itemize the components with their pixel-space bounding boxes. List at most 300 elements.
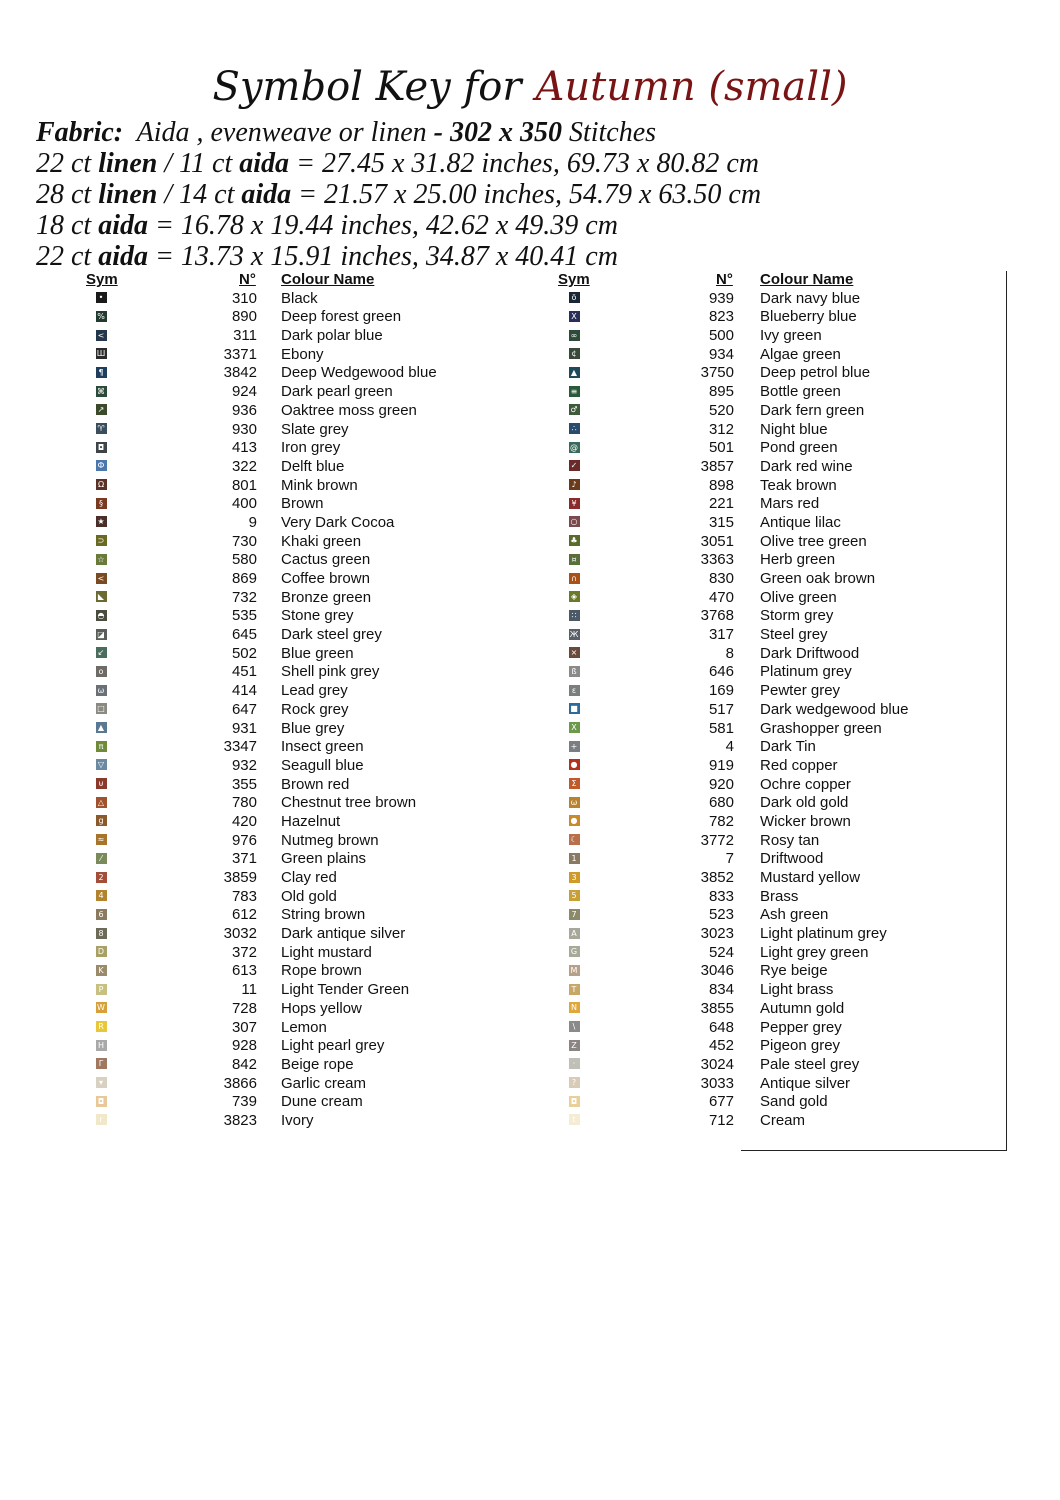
table-row (0, 701, 520, 720)
sym-cell (555, 1075, 593, 1094)
color-swatch-symbol: @ (570, 442, 578, 452)
color-swatch-symbol: < (96, 330, 107, 341)
color-swatch-symbol: 2 (96, 872, 107, 883)
colour-name: Chestnut tree brown (281, 794, 417, 812)
table-row (0, 850, 520, 869)
colour-name: Antique silver (760, 1074, 851, 1092)
table-row (0, 1000, 520, 1019)
sym-cell (555, 346, 593, 365)
sym-cell (82, 551, 120, 570)
sym-cell (82, 1056, 120, 1075)
table-row (473, 402, 1013, 421)
colour-name: Light grey green (760, 943, 869, 961)
table-row (473, 813, 1013, 832)
color-swatch-symbol: ◈ (569, 591, 580, 602)
thread-number: 307 (231, 1018, 257, 1036)
thread-number: 520 (708, 401, 734, 419)
colour-name: Insect green (281, 738, 364, 756)
colour-name: Hops yellow (281, 999, 362, 1017)
colour-name: Bottle green (760, 383, 841, 401)
thread-number: 3046 (700, 962, 734, 980)
table-row (0, 308, 520, 327)
colour-name: Dark antique silver (281, 925, 406, 943)
colour-name: Dune cream (281, 1093, 363, 1111)
colour-name: Seagull blue (281, 756, 364, 774)
sym-cell (82, 514, 120, 533)
thread-number: 645 (231, 626, 257, 644)
table-row (473, 514, 1013, 533)
color-swatch-symbol: K (96, 965, 107, 976)
colour-name: Khaki green (281, 532, 362, 550)
thread-number: 3842 (223, 364, 257, 382)
color-swatch-symbol: ▲ (569, 367, 580, 378)
sym-cell (82, 533, 120, 552)
colour-name: Blue green (281, 644, 354, 662)
colour-name: Clay red (281, 869, 337, 886)
thread-number: 920 (708, 775, 734, 793)
table-row (473, 570, 1013, 589)
thread-number: 524 (708, 943, 734, 961)
color-swatch-symbol: 7 (569, 909, 580, 920)
table-row (0, 944, 520, 963)
thread-number: 3363 (700, 551, 734, 569)
sym-cell (82, 1037, 120, 1056)
colour-name: Mustard yellow (760, 869, 861, 886)
thread-number: 931 (231, 719, 257, 737)
colour-name: Mink brown (281, 476, 358, 494)
colour-name: Hazelnut (281, 812, 341, 830)
thread-number: 3857 (700, 457, 734, 475)
colour-name: Rye beige (760, 962, 828, 980)
thread-number: 11 (241, 981, 257, 999)
table-row (0, 813, 520, 832)
colour-name: Herb green (760, 551, 836, 569)
sym-cell (555, 1019, 593, 1038)
sym-cell (555, 1056, 593, 1075)
color-swatch-symbol: • (96, 292, 107, 303)
color-swatch-symbol: ● (569, 759, 580, 770)
header-sym: Sym (558, 271, 590, 288)
size-line-b1: aida (98, 241, 148, 272)
size-line (36, 148, 761, 179)
table-row (473, 1093, 1013, 1112)
table-row (473, 439, 1013, 458)
colour-name: Deep Wedgewood blue (281, 364, 437, 382)
colour-name: Lemon (281, 1018, 327, 1036)
thread-number: 3051 (700, 532, 734, 550)
thread-number: 680 (708, 794, 734, 812)
sym-cell (82, 944, 120, 963)
thread-number: 8 (725, 644, 734, 662)
sym-cell (555, 944, 593, 963)
colour-name: Rope brown (281, 962, 362, 980)
colour-name: Teak brown (760, 476, 837, 494)
table-row (0, 981, 520, 1000)
colour-name: Shell pink grey (281, 663, 380, 681)
colour-name: Olive green (760, 588, 837, 606)
table-row (0, 364, 520, 383)
table-row (0, 794, 520, 813)
color-swatch-symbol: Ш (96, 349, 106, 359)
table-row (473, 720, 1013, 739)
color-swatch-symbol: ∞ (569, 330, 580, 341)
colour-name: Old gold (281, 887, 337, 905)
sym-cell (555, 551, 593, 570)
color-swatch-symbol: ¶ (96, 367, 107, 378)
thread-number: 470 (708, 588, 734, 606)
colour-name: Blueberry blue (760, 308, 857, 326)
table-header (0, 271, 520, 290)
fabric-types: Aida , evenweave or linen (136, 117, 427, 148)
sym-cell (555, 458, 593, 477)
thread-number: 677 (708, 1093, 734, 1111)
sym-cell (82, 738, 120, 757)
thread-number: 919 (708, 756, 734, 774)
thread-number: 452 (708, 1037, 734, 1055)
color-swatch-symbol: Ω (96, 479, 107, 490)
table-row (473, 290, 1013, 309)
table-row (473, 421, 1013, 440)
thread-number: 823 (708, 308, 734, 326)
thread-number: 420 (231, 812, 257, 830)
sym-cell (555, 1093, 593, 1112)
colour-name: Ivy green (760, 327, 822, 345)
table-row (473, 495, 1013, 514)
colour-name: Dark steel grey (281, 626, 382, 644)
thread-number: 311 (233, 327, 257, 345)
size-line-b1: linen (98, 148, 158, 179)
sym-cell (82, 1093, 120, 1112)
sym-cell (555, 813, 593, 832)
colour-name: Pond green (760, 439, 838, 457)
table-row (0, 720, 520, 739)
fabric-label: Fabric: (36, 117, 124, 148)
sym-cell (82, 776, 120, 795)
colour-name: Dark pearl green (281, 383, 393, 401)
key-table-right (473, 271, 1013, 1131)
table-row (0, 551, 520, 570)
color-swatch-symbol: Ж (569, 629, 579, 639)
thread-number: 3024 (700, 1055, 734, 1073)
color-swatch-symbol: 6 (96, 909, 107, 920)
color-swatch-symbol: ◘ (96, 1096, 107, 1107)
thread-number: 834 (708, 981, 734, 999)
color-swatch-symbol: ↙ (96, 647, 107, 658)
table-row (473, 776, 1013, 795)
thread-number: 732 (231, 588, 257, 606)
table-border-bottom (741, 1150, 1007, 1151)
table-row (0, 888, 520, 907)
sym-cell (82, 570, 120, 589)
sym-cell (82, 607, 120, 626)
sym-cell (82, 757, 120, 776)
table-row (0, 738, 520, 757)
color-swatch-symbol: Z (569, 1040, 580, 1051)
table-row (473, 682, 1013, 701)
table-row (473, 589, 1013, 608)
colour-name: Pigeon grey (760, 1037, 841, 1055)
colour-name: Deep forest green (281, 308, 402, 326)
color-swatch-symbol: ◣ (96, 591, 107, 602)
sym-cell (555, 626, 593, 645)
color-swatch-symbol: ⊍ (96, 778, 107, 789)
sym-cell (555, 402, 593, 421)
table-row (0, 458, 520, 477)
colour-name: Lead grey (281, 682, 348, 700)
size-line-post: = 21.57 x 25.00 inches, 54.79 x 63.50 cm (291, 179, 762, 210)
color-swatch-symbol: ☾ (570, 835, 578, 845)
header-sym: Sym (86, 271, 118, 288)
color-swatch-symbol: ∩ (569, 573, 580, 584)
table-row (473, 551, 1013, 570)
table-row (0, 776, 520, 795)
colour-name: Grashopper green (760, 719, 882, 737)
colour-name: Dark fern green (760, 401, 865, 419)
thread-number: 712 (708, 1111, 734, 1129)
color-swatch-symbol: 8 (96, 928, 107, 939)
sym-cell (82, 477, 120, 496)
thread-number: 3866 (223, 1074, 257, 1092)
table-row (0, 439, 520, 458)
table-row (0, 495, 520, 514)
sym-cell (82, 439, 120, 458)
colour-name: Rosy tan (760, 831, 820, 849)
colour-name: Brass (760, 887, 799, 905)
thread-number: 371 (231, 850, 257, 868)
thread-number: 783 (231, 887, 257, 905)
thread-number: 517 (708, 700, 734, 718)
stitches-label: Stitches (561, 117, 657, 148)
sym-cell (82, 1000, 120, 1019)
colour-name: Cactus green (281, 551, 371, 569)
thread-number: 414 (231, 682, 257, 700)
thread-number: 3823 (223, 1111, 257, 1129)
stitch-dims: 302 x 350 (449, 117, 562, 148)
thread-number: 169 (708, 682, 734, 700)
thread-number: 3772 (700, 831, 734, 849)
colour-name: Dark red wine (760, 457, 853, 475)
size-line-b1: aida (98, 210, 148, 241)
sym-cell (555, 1037, 593, 1056)
table-row (473, 1037, 1013, 1056)
thread-number: 4 (725, 738, 734, 756)
color-swatch-symbol: ♂ (570, 405, 578, 415)
colour-name: Dark old gold (760, 794, 849, 812)
table-row (0, 626, 520, 645)
color-swatch-symbol: N (569, 1002, 580, 1013)
thread-number: 976 (231, 831, 257, 849)
sym-cell (555, 663, 593, 682)
sym-cell (555, 794, 593, 813)
color-swatch-symbol: r (96, 1114, 107, 1125)
table-row (0, 1037, 520, 1056)
sym-cell (555, 869, 593, 888)
thread-number: 648 (708, 1018, 734, 1036)
thread-number: 898 (708, 476, 734, 494)
header-name: Colour Name (760, 271, 854, 288)
color-swatch-symbol: W (97, 1003, 105, 1013)
colour-name: Ivory (281, 1111, 314, 1129)
color-swatch-symbol: A (569, 928, 580, 939)
colour-name: Beige rope (281, 1055, 354, 1073)
table-row (0, 383, 520, 402)
color-swatch-symbol: P (96, 984, 107, 995)
sym-cell (82, 888, 120, 907)
sym-cell (555, 832, 593, 851)
colour-name: Night blue (760, 420, 828, 438)
color-swatch-symbol: ✓ (569, 460, 580, 471)
table-row (473, 346, 1013, 365)
table-row (0, 327, 520, 346)
sym-cell (555, 327, 593, 346)
thread-number: 869 (231, 570, 257, 587)
sym-cell (82, 925, 120, 944)
colour-name: Light platinum grey (760, 925, 887, 943)
table-row (473, 477, 1013, 496)
colour-name: Stone grey (281, 607, 354, 625)
color-swatch-symbol: ♈ (97, 424, 105, 434)
sym-cell (555, 1112, 593, 1131)
table-row (473, 458, 1013, 477)
thread-number: 782 (708, 812, 734, 830)
color-swatch-symbol: π (96, 741, 107, 752)
thread-number: 9 (248, 513, 257, 531)
table-row (473, 364, 1013, 383)
thread-number: 728 (231, 999, 257, 1017)
sym-cell (82, 663, 120, 682)
colour-name: Storm grey (760, 607, 834, 625)
sym-cell (555, 533, 593, 552)
color-swatch-symbol: ö (569, 292, 580, 303)
sym-cell (82, 850, 120, 869)
color-swatch-symbol: X (569, 311, 580, 322)
sym-cell (82, 962, 120, 981)
color-swatch-symbol: ◘ (569, 1096, 580, 1107)
sym-cell (555, 776, 593, 795)
size-line-post: = 27.45 x 31.82 inches, 69.73 x 80.82 cm (289, 148, 759, 179)
thread-number: 3859 (223, 869, 257, 886)
color-swatch-symbol: 4 (96, 890, 107, 901)
color-swatch-symbol: ♣ (570, 536, 578, 546)
sym-cell (555, 570, 593, 589)
sym-cell (555, 645, 593, 664)
sym-cell (555, 757, 593, 776)
thread-number: 322 (231, 457, 257, 475)
colour-name: Sand gold (760, 1093, 828, 1111)
sym-cell (555, 290, 593, 309)
thread-number: 315 (708, 513, 734, 531)
color-swatch-symbol: 5 (569, 890, 580, 901)
sym-cell (82, 701, 120, 720)
thread-number: 612 (231, 906, 257, 924)
table-header (473, 271, 1013, 290)
table-row (0, 421, 520, 440)
table-row (0, 607, 520, 626)
colour-name: Ash green (760, 906, 829, 924)
color-swatch-symbol: 1 (569, 853, 580, 864)
sym-cell (555, 495, 593, 514)
colour-name: Driftwood (760, 850, 824, 868)
table-row (473, 962, 1013, 981)
table-row (473, 888, 1013, 907)
key-table-left (0, 271, 520, 1131)
thread-number: 451 (231, 663, 257, 681)
page-title (0, 62, 1060, 112)
table-row (473, 738, 1013, 757)
size-line-pre: 22 ct (36, 241, 99, 272)
thread-number: 939 (708, 289, 734, 307)
colour-name: Platinum grey (760, 663, 852, 681)
table-row (473, 1075, 1013, 1094)
sym-cell (555, 383, 593, 402)
thread-number: 317 (708, 626, 734, 644)
thread-number: 842 (231, 1055, 257, 1073)
table-row (0, 757, 520, 776)
size-line-b1: linen (98, 179, 158, 210)
sym-cell (82, 720, 120, 739)
sym-cell (82, 364, 120, 383)
colour-name: Steel grey (760, 626, 828, 644)
color-swatch-symbol: ◪ (97, 629, 105, 639)
color-swatch-symbol: T (569, 984, 580, 995)
table-row (0, 645, 520, 664)
color-swatch-symbol: + (569, 741, 580, 752)
table-row (473, 1056, 1013, 1075)
color-swatch-symbol: ♪ (569, 479, 580, 490)
sym-cell (555, 682, 593, 701)
thread-number: 647 (231, 700, 257, 718)
sym-cell (82, 290, 120, 309)
sym-cell (555, 439, 593, 458)
color-swatch-symbol: ¤ (569, 554, 580, 565)
size-line-b2: aida (241, 179, 292, 210)
colour-name: Oaktree moss green (281, 401, 417, 419)
fabric-specs (36, 117, 761, 272)
thread-number: 613 (231, 962, 257, 980)
thread-number: 523 (708, 906, 734, 924)
sym-cell (82, 495, 120, 514)
size-line-pre: 18 ct (36, 210, 99, 241)
table-row (473, 607, 1013, 626)
sym-cell (555, 514, 593, 533)
colour-name: Light brass (760, 981, 834, 999)
sym-cell (555, 962, 593, 981)
thread-number: 930 (231, 420, 257, 438)
sym-cell (82, 645, 120, 664)
colour-name: Pale steel grey (760, 1055, 860, 1073)
sym-cell (555, 981, 593, 1000)
colour-name: Dark Tin (760, 738, 816, 756)
colour-name: Wicker brown (760, 812, 851, 830)
thread-number: 924 (231, 383, 257, 401)
sym-cell (82, 832, 120, 851)
size-line (36, 241, 761, 272)
sym-cell (555, 906, 593, 925)
color-swatch-symbol: · (569, 1058, 580, 1069)
table-row (0, 925, 520, 944)
title-prefix: Symbol Key for (212, 64, 522, 110)
table-row (473, 626, 1013, 645)
color-swatch-symbol: ω (569, 797, 580, 808)
colour-name: Algae green (760, 345, 841, 363)
colour-name: Coffee brown (281, 570, 370, 587)
thread-number: 646 (708, 663, 734, 681)
thread-number: 833 (708, 887, 734, 905)
table-row (473, 850, 1013, 869)
color-swatch-symbol: Σ (569, 778, 580, 789)
sym-cell (82, 869, 120, 888)
table-row (0, 570, 520, 589)
